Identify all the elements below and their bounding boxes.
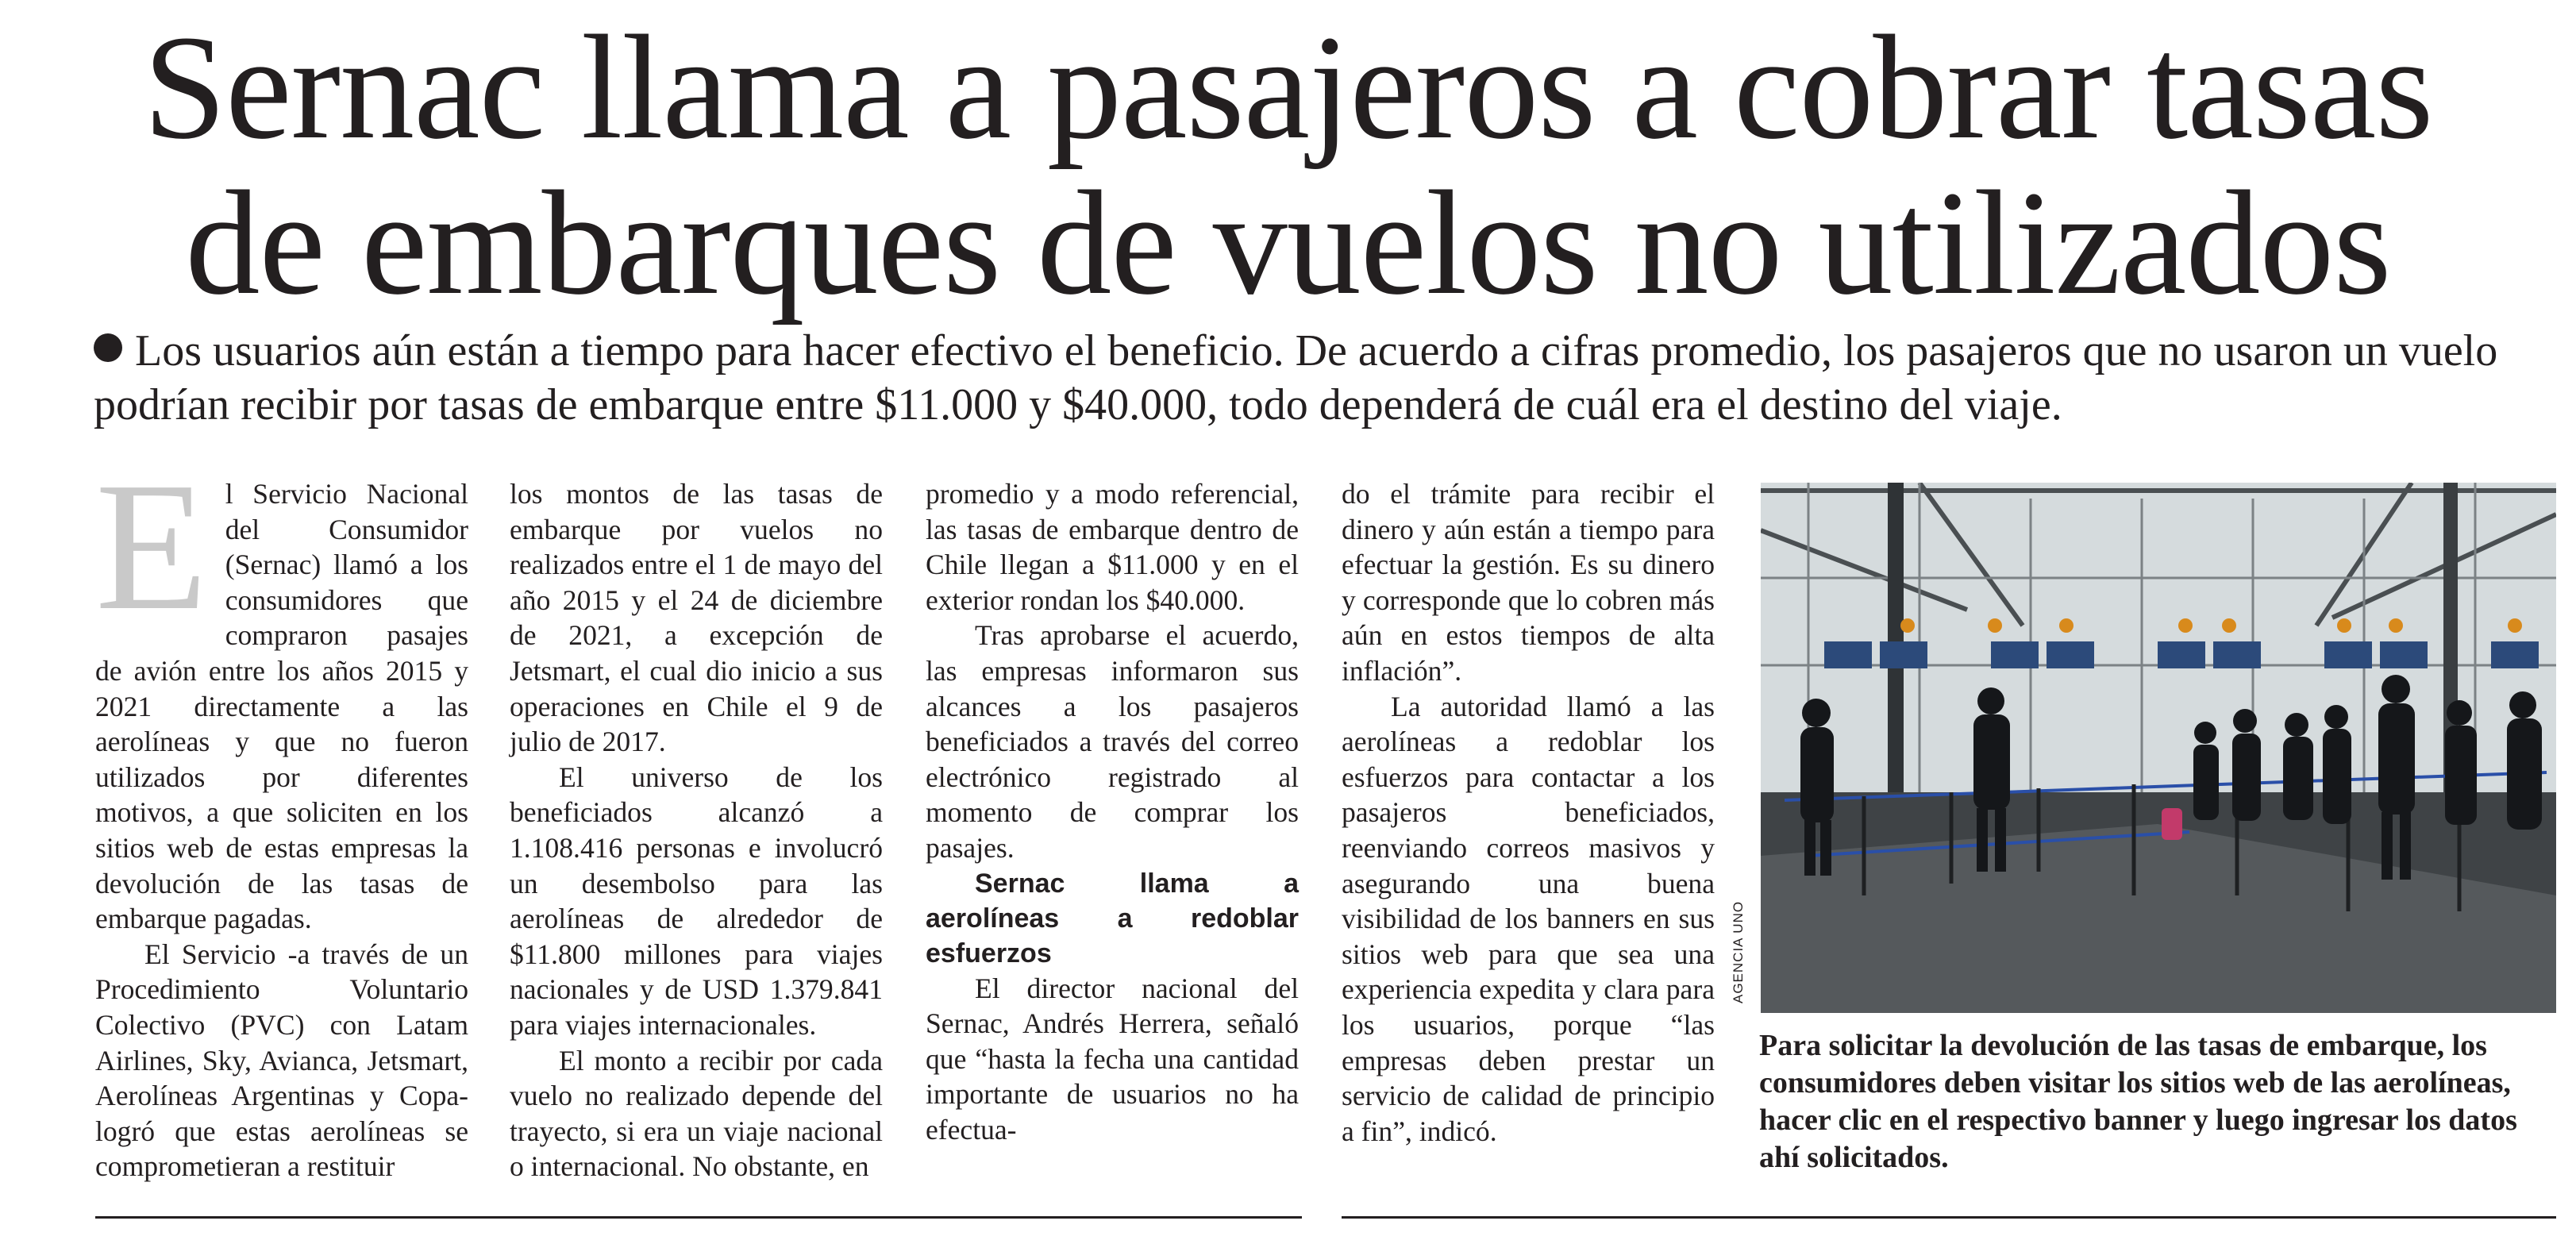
paragraph: El monto a recibir por cada vuelo no realizado depende del trayecto, si era un viaje nacional o internacional. No obstante, en (510, 1044, 883, 1183)
paragraph: La autoridad llamó a las aerolíneas a redoblar los esfuerzos para contactar a los pasajeros beneficiados, reenviando correos masivos y asegurando una buena visibilidad de los banners en sus sitios web para que sea una experiencia expedita y clara para los usuarios, porque “las empresas deben prestar un servicio de calidad de principio a fin”, indicó. (1342, 690, 1715, 1147)
headline (0, 4, 2576, 325)
article-column-4 (1342, 476, 1715, 1149)
paragraph: El universo de los beneficiados alcanzó a 1.108.416 personas e involucró un desembolso para las aerolíneas de alrededor de $11.800 millones para viajes nacionales y de USD 1.379.841 para viajes internacionales. (510, 761, 883, 1041)
photo-caption: Para solicitar la devolución de las tasas de embarque, los consumidores deben visitar los sitios web de las aerolíneas, hacer clic en el respectivo banner y luego ingresar los datos ahí solicitados. (1759, 1029, 2517, 1174)
bullet-icon (94, 333, 122, 362)
headline-line-2: de embarques de vuelos no utilizados (185, 160, 2391, 325)
paragraph: Tras aprobarse el acuerdo, las empresas informaron sus alcances a los pasajeros beneficiados a través del correo electrónico registrado al momento de comprar los pasajes. (926, 619, 1299, 864)
article-deck (94, 324, 2563, 432)
photo-credit: AGENCIA UNO (1731, 900, 1746, 1003)
paragraph: promedio y a modo referencial, las tasas de embarque dentro de Chile llegan a $11.000 y en el exterior rondan los $40.000. (926, 478, 1299, 616)
airport-terminal-image (1761, 483, 2556, 1013)
article-column-2 (510, 476, 883, 1184)
article-subhead: Sernac llama a aerolíneas a redoblar esfuerzos (926, 868, 1299, 969)
drop-cap: E (95, 445, 208, 649)
deck-text: Los usuarios aún están a tiempo para hacer efectivo el beneficio. De acuerdo a cifras promedio, los pasajeros que no usaron un vuelo podrían recibir por tasas de embarque entre $11.000 y $40.000, todo dependerá de cuál era el destino del viaje. (94, 326, 2498, 429)
paragraph: El director nacional del Sernac, Andrés Herrera, señaló que “hasta la fecha una cantidad importante de usuarios no ha efectua- (926, 972, 1299, 1146)
article-column-1 (95, 445, 468, 1184)
airport-photo (1761, 483, 2556, 1013)
bottom-rule-right (1342, 1216, 2556, 1219)
paragraph: El Servicio -a través de un Procedimiento Voluntario Colectivo (PVC) con Latam Airlines, Sky, Avianca, Jetsmart, Aerolíneas Argentinas y Copa- logró que estas aerolíneas se comprometieran a restituir (95, 938, 468, 1183)
paragraph: do el trámite para recibir el dinero y aún están a tiempo para efectuar la gestión. Es su dinero y corresponde que lo cobren más aún en estos tiempos de alta inflación”. (1342, 478, 1715, 687)
paragraph: los montos de las tasas de embarque por vuelos no realizados entre el 1 de mayo del año 2015 y el 24 de diciembre de 2021, a excepción de Jetsmart, el cual dio inicio a sus operaciones en Chile el 9 de julio de 2017. (510, 478, 883, 758)
bottom-rule-left (95, 1216, 1302, 1219)
paragraph: l Servicio Nacional del Consumidor (Sernac) llamó a los consumidores que compraron pasajes de avión entre los años 2015 y 2021 directamente a las aerolíneas y que no fueron utilizados por diferentes motivos, a que soliciten en los sitios web de estas empresas la devolución de las tasas de embarque pagadas. (95, 478, 468, 935)
headline-line-1: Sernac llama a pasajeros a cobrar tasas (143, 4, 2433, 170)
article-column-3 (926, 476, 1299, 1148)
